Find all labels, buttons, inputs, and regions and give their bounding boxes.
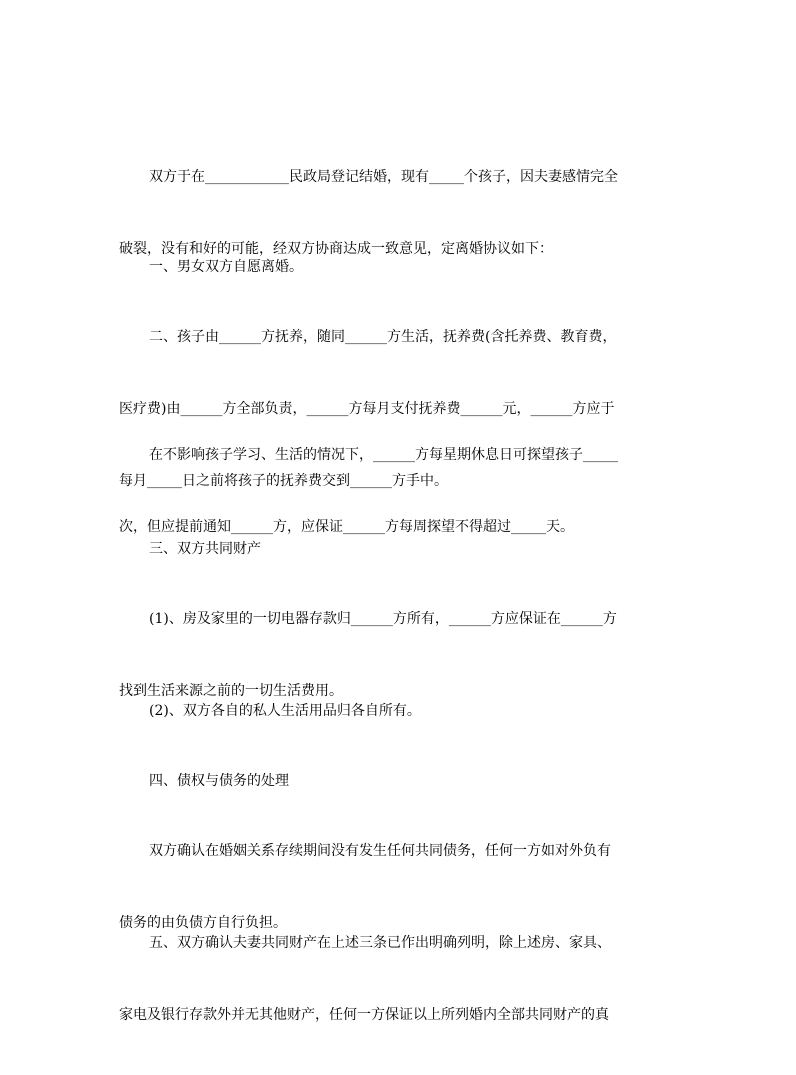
text-line: 双方确认在婚姻关系存续期间没有发生任何共同债务，任何一方如对外负有 [149, 843, 611, 859]
text-line: 破裂，没有和好的可能，经双方协商达成一致意见，定离婚协议如下： [119, 241, 553, 257]
text-line: 三、双方共同财产 [149, 541, 261, 557]
text-line: 双方于在____________民政局登记结婚，现有_____个孩子，因夫妻感情完全 [149, 169, 618, 185]
text-line: 债务的由负债方自行负担。 [119, 915, 287, 931]
text-line: (2)、双方各自的私人生活用品归各自所有。 [149, 703, 421, 719]
text-line: 家电及银行存款外并无其他财产，任何一方保证以上所列婚内全部共同财产的真 [119, 1007, 609, 1023]
text-line: 五、双方确认夫妻共同财产在上述三条已作出明确列明，除上述房、家具、 [149, 935, 611, 951]
paragraph-clause-5 [119, 883, 676, 1075]
text-line: 每月_____日之前将孩子的抚养费交到______方手中。 [119, 473, 448, 489]
text-line: 二、孩子由______方抚养，随同______方生活，抚养费(含托养费、教育费， [149, 329, 617, 345]
text-line: (1)、房及家里的一切电器存款归______方所有，______方应保证在______方 [149, 611, 617, 627]
text-line: 次，但应提前通知______方，应保证______方每周探望不得超过_____天。 [119, 519, 574, 535]
text-line: 一、男女双方自愿离婚。 [149, 259, 303, 275]
text-line: 在不影响孩子学习、生活的情况下，______方每星期休息日可探望孩子_____ [149, 447, 618, 463]
text-line: 找到生活来源之前的一切生活费用。 [119, 683, 343, 699]
text-line: 医疗费)由______方全部负责，______方每月支付抚养费______元，______方应于 [119, 401, 615, 417]
text-line: 四、债权与债务的处理 [149, 773, 289, 789]
